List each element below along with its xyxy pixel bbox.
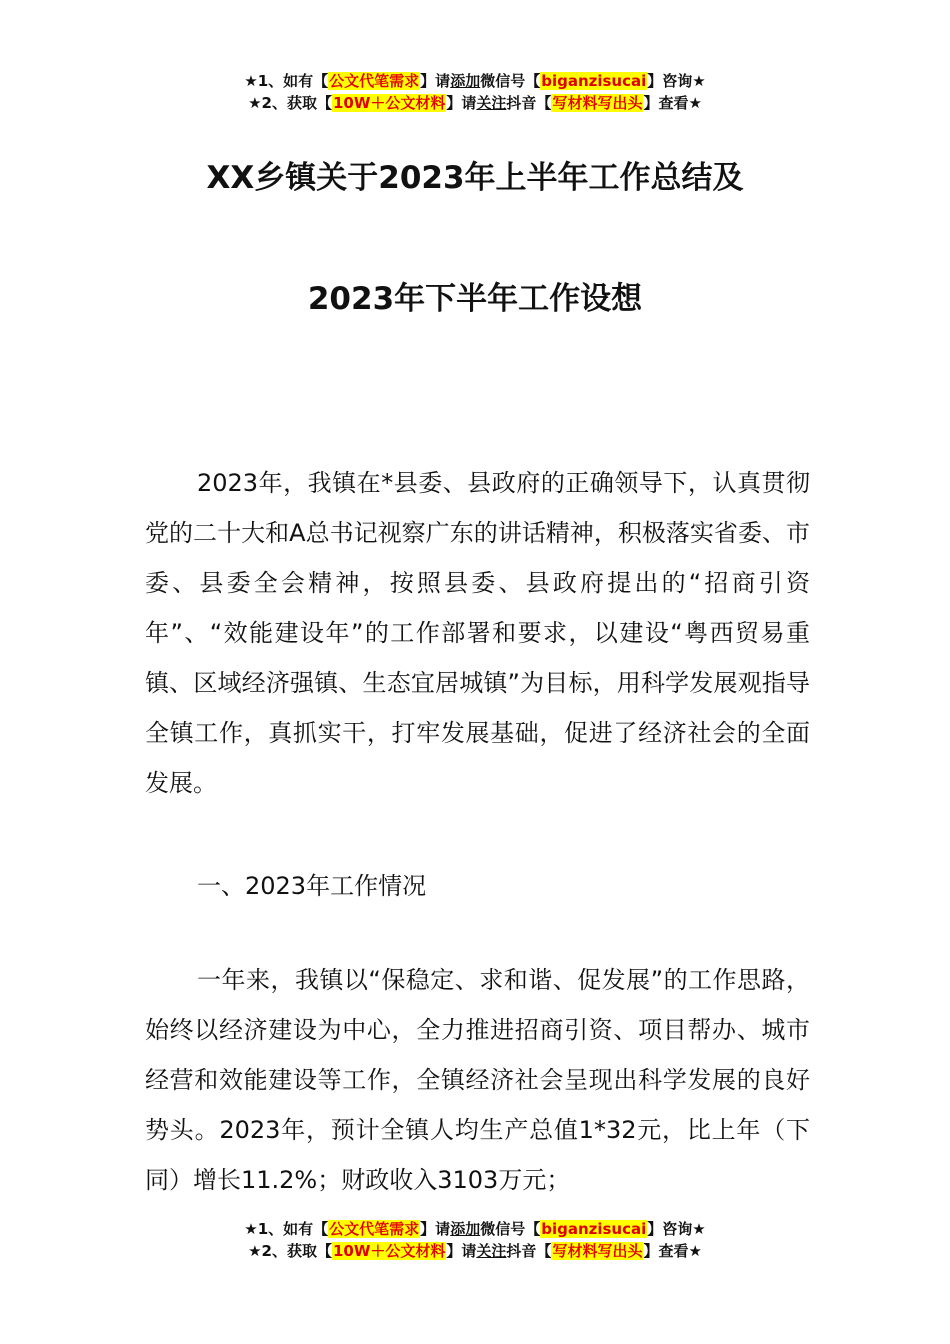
banner-text: ★2、获取【 [248, 1242, 332, 1260]
body-paragraph-2: 一年来，我镇以“保稳定、求和谐、促发展”的工作思路，始终以经济建设为中心，全力推进招商引资、项目帮办、城市经营和效能建设等工作，全镇经济社会呈现出科学发展的良好势头。2023年，预计全镇人均生产总值1*32元，比上年（下同）增长11.2%；财政收入3103万元； [145, 966, 810, 1194]
banner-highlight: 10W＋公文材料 [332, 94, 446, 112]
banner-text: 】查看★ [643, 1242, 702, 1260]
banner-highlight: 10W＋公文材料 [332, 1242, 446, 1260]
banner-text: 抖音【 [506, 1242, 552, 1260]
banner-text: 微信号【 [480, 72, 541, 90]
banner-highlight: 写材料写出头 [552, 1242, 643, 1260]
banner-underline: 添加 [450, 72, 481, 90]
banner-line-1 [0, 1218, 950, 1240]
banner-text: 】咨询★ [647, 1220, 706, 1238]
body-paragraph-1: 2023年，我镇在*县委、县政府的正确领导下，认真贯彻党的二十大和A总书记视察广东的讲话精神，积极落实省委、市委、县委全会精神，按照县委、县政府提出的“招商引资年”、“效能建设年”的工作部署和要求，以建设“粤西贸易重镇、区域经济强镇、生态宜居城镇”为目标，用科学发展观指导全镇工作，真抓实干，打牢发展基础，促进了经济社会的全面发展。 [145, 469, 810, 797]
banner-underline: 添加 [450, 1220, 481, 1238]
document-title-line-1: XX乡镇关于2023年上半年工作总结及 [206, 160, 744, 196]
banner-highlight: 公文代笔需求 [329, 72, 420, 90]
banner-underline: 关注 [476, 94, 507, 112]
banner-text: 微信号【 [480, 1220, 541, 1238]
banner-text: 】请 [420, 72, 451, 90]
banner-text: 】请 [420, 1220, 451, 1238]
banner-highlight: biganzisucai [541, 72, 647, 90]
section-heading-1: 一、2023年工作情况 [197, 872, 427, 900]
banner-text: ★1、如有【 [244, 72, 329, 90]
banner-text: ★2、获取【 [248, 94, 332, 112]
banner-line-2 [0, 92, 950, 114]
document-title-line-2: 2023年下半年工作设想 [307, 281, 643, 317]
banner-text: 抖音【 [506, 94, 552, 112]
top-banner [0, 70, 950, 114]
banner-line-2 [0, 1240, 950, 1262]
banner-text: 】咨询★ [647, 72, 706, 90]
banner-highlight: 写材料写出头 [552, 94, 643, 112]
bottom-banner [0, 1218, 950, 1262]
banner-text: 】请 [446, 1242, 477, 1260]
banner-underline: 关注 [476, 1242, 507, 1260]
banner-highlight: 公文代笔需求 [329, 1220, 420, 1238]
banner-text: 】请 [446, 94, 477, 112]
banner-text: ★1、如有【 [244, 1220, 329, 1238]
banner-text: 】查看★ [643, 94, 702, 112]
banner-highlight: biganzisucai [541, 1220, 647, 1238]
banner-line-1 [0, 70, 950, 92]
